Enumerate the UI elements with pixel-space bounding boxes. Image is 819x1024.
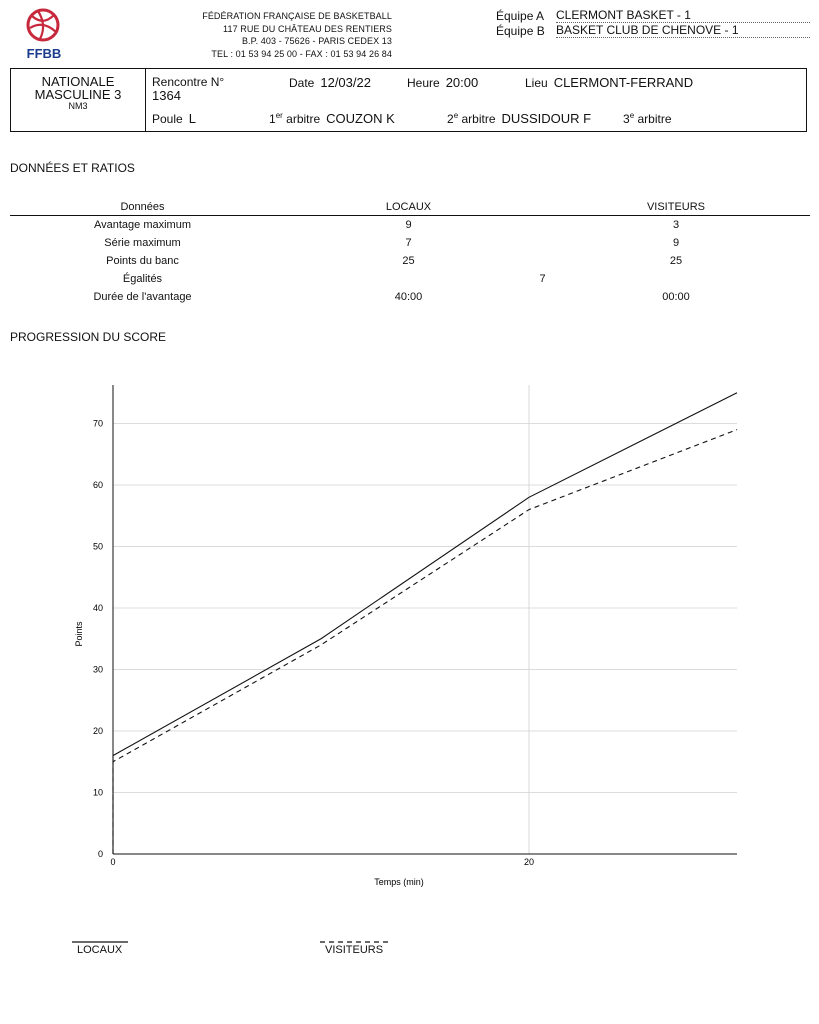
home-value: 40:00 [394,291,423,303]
y-tick-label: 60 [92,480,103,490]
arbitre3-sup: e [629,111,635,120]
table-row [10,288,810,306]
stats-section-title: DONNÉES ET RATIOS [10,161,135,175]
axes [93,385,737,867]
home-value: 7 [405,237,412,249]
row-label: Égalités [122,273,163,285]
org-line: FÉDÉRATION FRANÇAISE DE BASKETBALL [202,11,392,21]
grid [113,385,737,854]
col-header-away: VISITEURS [542,198,810,216]
box-divider [145,69,146,131]
table-row [10,216,810,235]
y-tick-label: 0 [97,849,103,859]
date-label: Date [289,76,315,90]
x-tick-label: 0 [110,857,116,867]
table-row [10,270,810,288]
y-tick-label: 30 [92,664,103,675]
arbitre2-label: arbitre [461,112,496,126]
table-row [10,234,810,252]
competition [11,75,145,112]
heure-field [407,75,478,90]
table-row [10,252,810,270]
team-a-label: Équipe A [496,9,545,23]
row-label: Avantage maximum [93,219,191,231]
date-value: 12/03/22 [320,75,371,90]
rencontre-number: 1364 [152,88,181,103]
stats-table [10,198,810,306]
arbitre1-label: arbitre [286,112,321,126]
arbitre1-num: 1 [269,112,276,126]
team-b-label: Équipe B [496,24,545,38]
poule-field [152,111,196,126]
lieu-label: Lieu [525,76,548,90]
heure-value: 20:00 [445,75,479,90]
legend-away-label: VISITEURS [325,944,384,956]
match-info-box [10,68,807,132]
legend-home-label: LOCAUX [77,944,123,956]
rencontre [152,76,224,102]
date-field [289,75,371,90]
ffbb-logo [24,6,64,62]
competition-line1: NATIONALE [41,74,115,89]
logo-text: FFBB [26,46,62,61]
away-value: 00:00 [662,291,690,303]
arbitre3-num: 3 [623,112,630,126]
arbitre2-sup: e [453,111,459,120]
rencontre-label: Rencontre N° [152,75,225,89]
score-progression-chart [0,350,819,910]
progress-section-title: PROGRESSION DU SCORE [10,330,167,344]
arbitre2-name: DUSSIDOUR F [501,111,592,126]
competition-code: NM3 [68,101,88,111]
competition-line2: MASCULINE 3 [34,87,122,102]
series [113,393,737,854]
row-label: Durée de l'avantage [93,291,192,303]
y-axis-label: Points [74,621,84,647]
away-value: 25 [669,255,683,267]
arbitre3-field [623,111,672,126]
y-tick-label: 70 [92,418,103,429]
org-line: B.P. 403 - 75626 - PARIS CEDEX 13 [241,36,392,46]
heure-label: Heure [407,76,440,90]
col-header-data: Données [10,198,275,216]
team-b-name: BASKET CLUB DE CHENOVE - 1 [556,23,810,38]
arbitre1-field [269,111,395,126]
poule-value: L [188,111,196,126]
arbitre2-field [447,111,591,126]
ties-value: 7 [539,273,546,285]
team-a-name: CLERMONT BASKET - 1 [556,8,810,23]
away-value: 9 [672,237,680,249]
y-tick-label: 10 [92,787,103,798]
series-line-locaux [113,393,737,854]
lieu-field [525,75,693,90]
x-axis-label: Temps (min) [374,877,424,887]
home-value: 9 [405,219,412,231]
teams-block [496,8,810,38]
legend-away [320,940,392,956]
arbitre3-label: arbitre [637,112,672,126]
lieu-value: CLERMONT-FERRAND [553,75,694,90]
away-value: 3 [672,219,680,231]
poule-label: Poule [152,112,183,126]
row-label: Points du banc [106,255,179,267]
series-line-visiteurs [113,430,737,854]
y-tick-label: 50 [92,541,103,552]
org-line: TEL : 01 53 94 25 00 - FAX : 01 53 94 26 84 [211,48,392,59]
x-tick-label: 20 [523,857,535,867]
legend-home [72,940,128,956]
row-label: Série maximum [104,237,181,249]
col-header-home: LOCAUX [275,198,542,216]
home-value: 25 [402,255,415,267]
arbitre2-num: 2 [447,112,454,126]
y-tick-label: 40 [92,603,103,613]
organization-address [170,10,392,60]
arbitre1-sup: er [275,111,283,120]
y-tick-label: 20 [92,726,103,736]
arbitre1-name: COUZON K [326,111,395,126]
org-line: 117 RUE DU CHÂTEAU DES RENTIERS [223,23,392,34]
